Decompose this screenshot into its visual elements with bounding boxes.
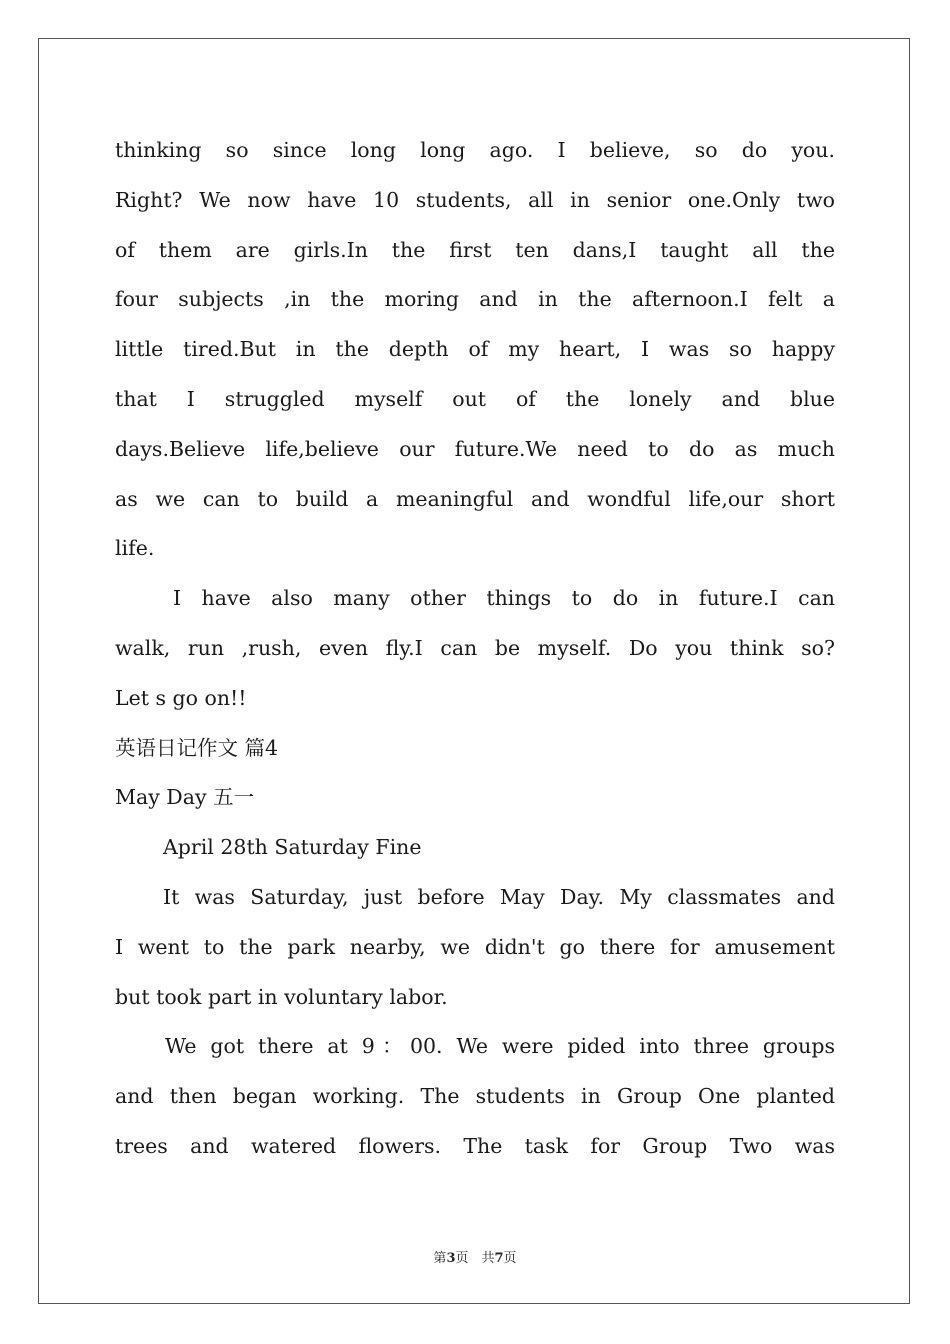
section-heading: 英语日记作文 篇4 (115, 735, 279, 760)
diary-date-line: April 28th Saturday Fine (163, 835, 422, 860)
text-line: that I struggled myself out of the lonely and blue (115, 386, 835, 411)
text-line: life. (115, 536, 155, 561)
text-line: little tired.But in the depth of my heart, I was so happy (115, 337, 835, 362)
page-total: 7 (494, 1251, 504, 1266)
text-line: and then began working. The students in Group One planted (115, 1084, 835, 1109)
paragraph-first-line: I have also many other things to do in future.I can (173, 586, 835, 611)
text-line: as we can to build a meaningful and wondful life,our short (115, 486, 835, 511)
page-prefix: 第 (433, 1251, 447, 1266)
text-line: but took part in voluntary labor. (115, 984, 448, 1009)
text-line: of them are girls.In the first ten dans,I taught all the (115, 237, 835, 262)
text-line: days.Believe life,believe our future.We need to do as much (115, 436, 835, 461)
paragraph-first-line: We got there at 9：00. We were pided into three groups (165, 1034, 835, 1059)
page-number-footer (0, 1247, 950, 1266)
page-mid: 页 共 (455, 1251, 495, 1266)
page-current: 3 (446, 1251, 456, 1266)
paragraph-first-line: It was Saturday, just before May Day. My classmates and (163, 884, 835, 909)
text-line: I went to the park nearby, we didn't go there for amusement (115, 934, 835, 959)
text-line: four subjects ,in the moring and in the afternoon.I felt a (115, 287, 835, 312)
page-suffix: 页 (503, 1251, 517, 1266)
text-line: Right? We now have 10 students, all in senior one.Only two (115, 187, 835, 212)
text-line: trees and watered flowers. The task for Group Two was (115, 1133, 835, 1158)
text-line: thinking so since long long ago. I believe, so do you. (115, 138, 835, 162)
text-line: walk, run ,rush, even fly.I can be myself. Do you think so? (115, 635, 835, 660)
diary-title: May Day 五一 (115, 785, 255, 810)
text-line: Let s go on!! (115, 685, 247, 710)
document-body (115, 126, 835, 1172)
